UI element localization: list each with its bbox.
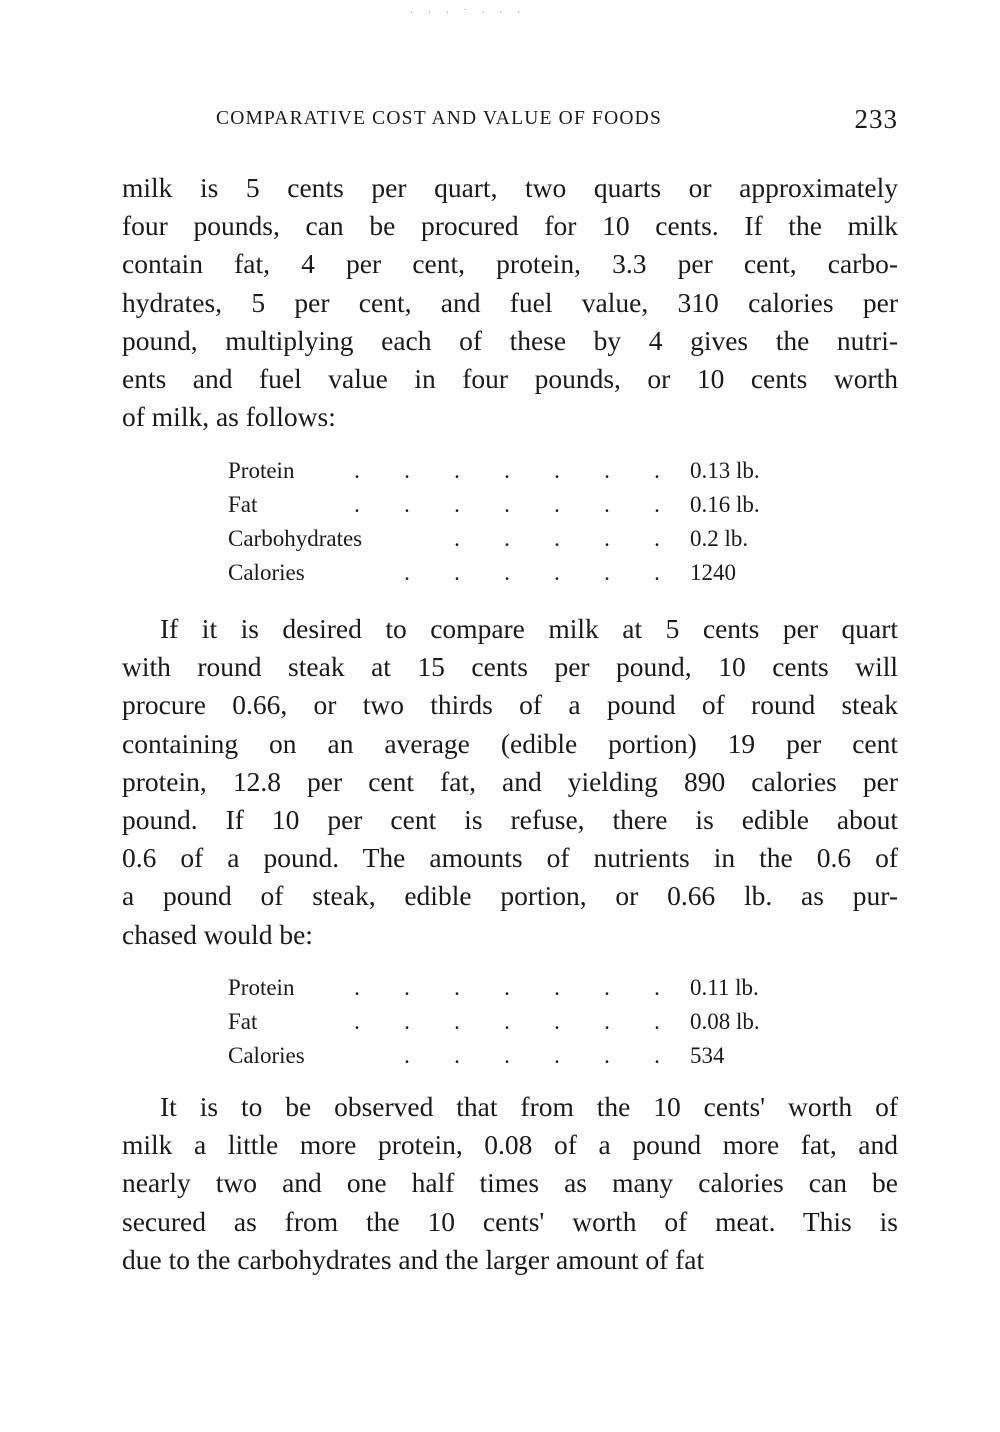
text-line: 0.6 of a pound. The amounts of nutrients in the 0.6 of: [122, 842, 898, 874]
dot-leader: . . . . . .: [404, 560, 660, 585]
text-line: pound, multiplying each of these by 4 gives the nutri-: [122, 324, 898, 356]
table-row: [228, 556, 786, 590]
running-title: COMPARATIVE COST AND VALUE OF FOODS: [216, 108, 662, 129]
nutrient-label: Calories: [228, 560, 305, 585]
text-line: with round steak at 15 cents per pound, 10 cents will: [122, 651, 898, 683]
dot-leader: . . . . .: [454, 526, 660, 551]
text-line: chased would be:: [122, 918, 313, 950]
text-line: If it is desired to compare milk at 5 cents per quart: [160, 613, 898, 644]
text-line: secured as from the 10 cents' worth of meat. This is: [122, 1205, 898, 1237]
table-row: [228, 1005, 786, 1039]
dot-leader: . . . . . . .: [354, 1009, 660, 1034]
nutrient-label: Fat: [228, 1009, 258, 1034]
text-line: milk is 5 cents per quart, two quarts or approximately: [122, 172, 898, 203]
text-line: contain fat, 4 per cent, protein, 3.3 per cent, carbo-: [122, 248, 898, 280]
nutrient-label: Protein: [228, 975, 295, 1000]
text-line: protein, 12.8 per cent fat, and yielding 890 calories per: [122, 765, 898, 797]
nutrient-value: 1240: [690, 560, 736, 585]
dot-leader: . . . . . .: [404, 1043, 660, 1068]
scan-specks: · · · ˙ · · ·: [410, 8, 527, 19]
dot-leader: . . . . . . .: [354, 975, 660, 1000]
table-row: [228, 1039, 786, 1073]
nutrient-value: 534: [690, 1043, 725, 1068]
nutrient-value: 0.16 lb.: [690, 492, 760, 517]
text-line: nearly two and one half times as many calories can be: [122, 1167, 898, 1199]
table-row: [228, 522, 786, 556]
text-line: It is to be observed that from the 10 cents' worth of: [160, 1091, 898, 1122]
text-line: of milk, as follows:: [122, 401, 336, 433]
text-line: hydrates, 5 per cent, and fuel value, 310 calories per: [122, 286, 898, 318]
text-line: containing on an average (edible portion) 19 per cent: [122, 727, 898, 759]
paragraph-3: [122, 1088, 898, 1279]
nutrient-label: Fat: [228, 492, 258, 517]
milk-nutrient-table: [228, 454, 786, 590]
nutrient-label: Carbohydrates: [228, 526, 363, 551]
paragraph-2: [122, 610, 898, 954]
page-header: [216, 104, 898, 138]
paragraph-1: [122, 169, 898, 436]
dot-leader: . . . . . . .: [354, 458, 660, 483]
page-number: 233: [854, 104, 898, 134]
dot-leader: . . . . . . .: [354, 492, 660, 517]
table-row: [228, 488, 786, 522]
nutrient-value: 0.13 lb.: [690, 458, 760, 483]
nutrient-label: Protein: [228, 458, 295, 483]
nutrient-value: 0.2 lb.: [690, 526, 749, 551]
table-row: [228, 971, 786, 1005]
nutrient-value: 0.08 lb.: [690, 1009, 760, 1034]
text-line: ents and fuel value in four pounds, or 10 cents worth: [122, 362, 898, 394]
text-line: pound. If 10 per cent is refuse, there is edible about: [122, 803, 898, 835]
steak-nutrient-table: [228, 971, 786, 1073]
text-line: a pound of steak, edible portion, or 0.66 lb. as pur-: [122, 880, 898, 912]
nutrient-label: Calories: [228, 1043, 305, 1068]
text-line: due to the carbohydrates and the larger amount of fat: [122, 1243, 705, 1275]
text-line: milk a little more protein, 0.08 of a pound more fat, and: [122, 1129, 898, 1161]
text-line: four pounds, can be procured for 10 cents. If the milk: [122, 210, 898, 242]
table-row: [228, 454, 786, 488]
text-line: procure 0.66, or two thirds of a pound of round steak: [122, 689, 898, 721]
nutrient-value: 0.11 lb.: [690, 975, 759, 1000]
